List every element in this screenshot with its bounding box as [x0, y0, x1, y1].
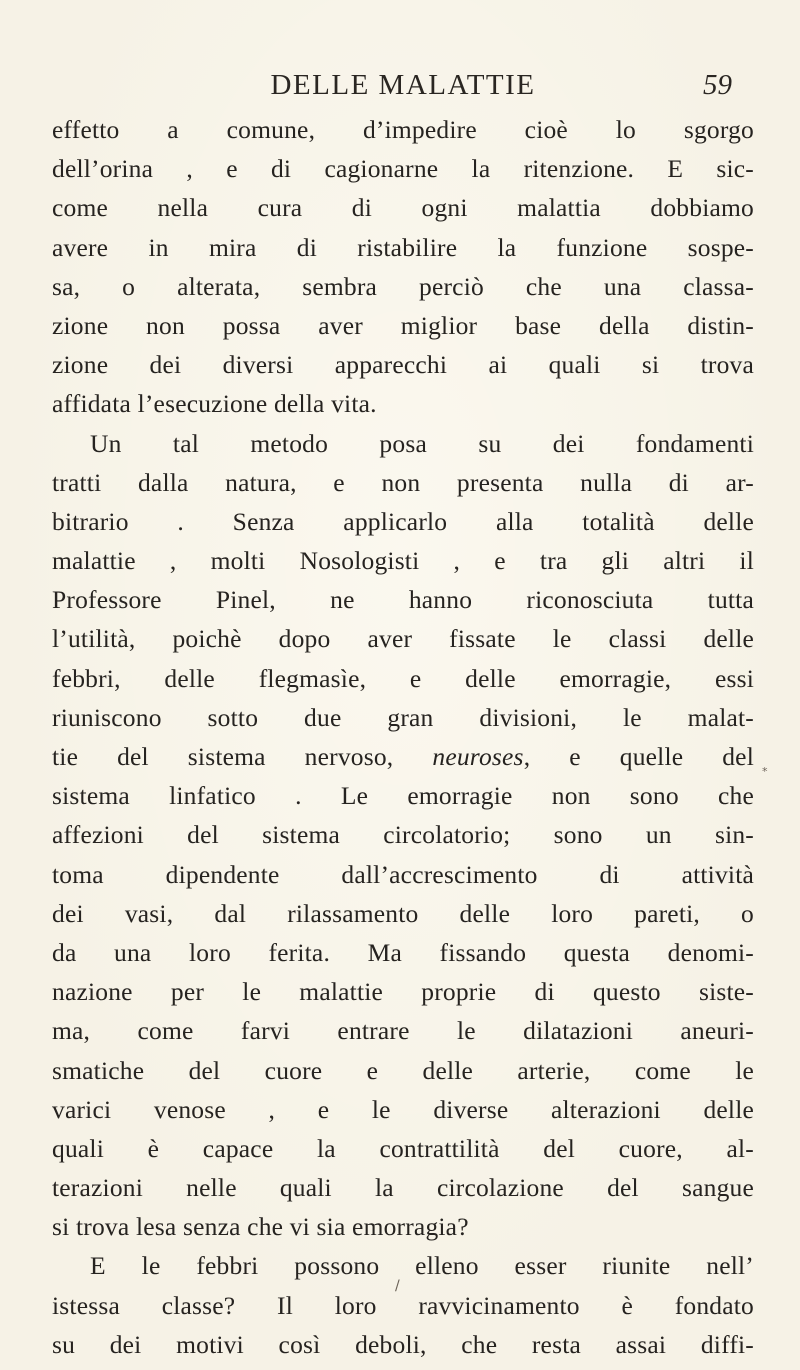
text-line: su dei motivi così deboli, che resta assai diffi- [52, 1329, 754, 1359]
text-line: dei vasi, dal rilassamento delle loro pareti, o [52, 898, 754, 928]
text-line: zione non possa aver miglior base della distin- [52, 310, 754, 340]
text-line: da una loro ferita. Ma fissando questa denomi- [52, 937, 754, 967]
text-line: sistema linfatico . Le emorragie non sono che [52, 781, 754, 811]
foot-mark: / [395, 1278, 400, 1294]
text-line: dell’orina , e di cagionarne la ritenzione. E sic- [52, 154, 754, 184]
text-segment: , e quelle del [523, 742, 754, 771]
text-line: affezioni del sistema circolatorio; sono un sin- [52, 820, 754, 850]
text-line: febbri, delle flegmasìe, e delle emorragie, essi [52, 663, 754, 693]
text-line: terazioni nelle quali la circolazione del sangue [52, 1173, 754, 1203]
text-line: riuniscono sotto due gran divisioni, le malat- [52, 702, 754, 732]
text-line: istessa classe? Il loro ravvicinamento è fondato [52, 1290, 754, 1320]
text-line: tratti dalla natura, e non presenta nulla di ar- [52, 467, 754, 497]
text-line: sa, o alterata, sembra perciò che una classa- [52, 271, 754, 301]
text-segment: tie del sistema nervoso, [52, 742, 394, 771]
paragraph-start-line: Un tal metodo posa su dei fondamenti [90, 428, 754, 458]
margin-mark: * [762, 765, 768, 778]
text-line: avere in mira di ristabilire la funzione sospe- [52, 232, 754, 262]
text-line: effetto a comune, d’impedire cioè lo sgorgo [52, 115, 754, 144]
text-line-with-italic [52, 737, 754, 776]
paragraph-start-line: E le febbri possono elleno esser riunite nell’ [90, 1251, 754, 1281]
running-head [52, 62, 754, 108]
text-line: affidata l’esecuzione della vita. [52, 389, 377, 419]
text-line: ma, come farvi entrare le dilatazioni aneuri- [52, 1016, 754, 1046]
body-text [52, 110, 754, 1364]
text-line: nazione per le malattie proprie di questo siste- [52, 977, 754, 1007]
text-line: malattie , molti Nosologisti , e tra gli altri il [52, 546, 754, 576]
page-number: 59 [703, 69, 732, 101]
text-line: smatiche del cuore e delle arterie, come le [52, 1055, 754, 1085]
text-line: Professore Pinel, ne hanno riconosciuta tutta [52, 585, 754, 615]
text-line: l’utilità, poichè dopo aver fissate le classi delle [52, 624, 754, 654]
text-line: zione dei diversi apparecchi ai quali si trova [52, 350, 754, 380]
running-title: DELLE MALATTIE [270, 69, 536, 101]
text-line: quali è capace la contrattilità del cuore, al- [52, 1133, 754, 1163]
text-line: toma dipendente dall’accrescimento di attività [52, 859, 754, 889]
text-line: bitrario . Senza applicarlo alla totalità delle [52, 506, 754, 536]
text-line: come nella cura di ogni malattia dobbiamo [52, 193, 754, 223]
italic-term: neuroses [432, 742, 524, 771]
text-line: si trova lesa senza che vi sia emorragia? [52, 1212, 469, 1242]
text-line: varici venose , e le diverse alterazioni delle [52, 1094, 754, 1124]
